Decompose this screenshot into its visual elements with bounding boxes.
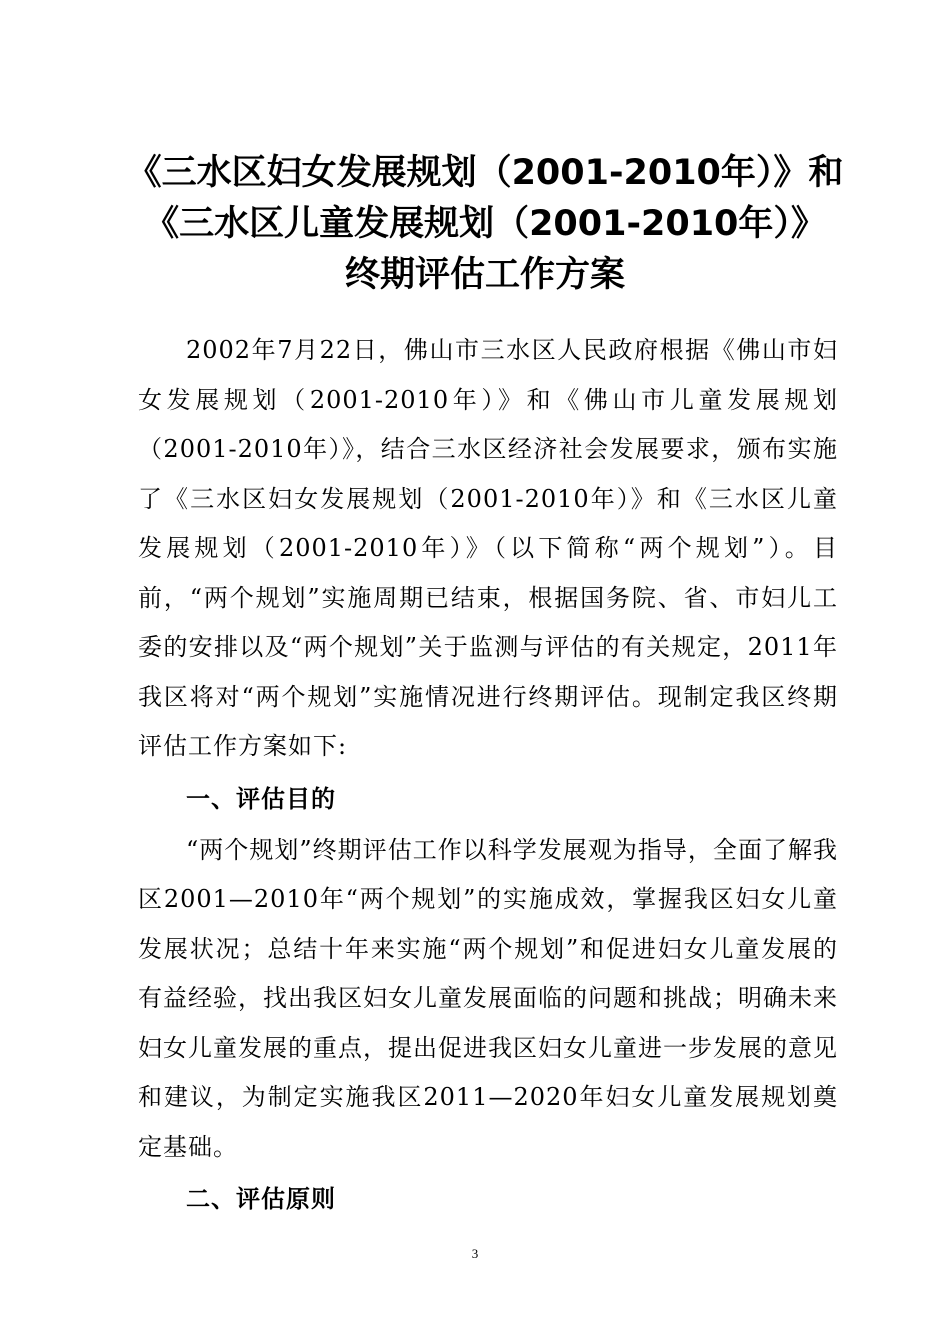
section-heading-purpose: 一、评估目的 (186, 784, 336, 813)
section-heading-principles: 二、评估原则 (186, 1185, 336, 1213)
document-body (138, 326, 838, 1226)
page-number: 3 (471, 1246, 479, 1261)
document-title (120, 148, 850, 301)
title-line-2: 《三水区儿童发展规划（2001-2010年）》 (144, 204, 826, 244)
purpose-paragraph: “两个规划”终期评估工作以科学发展观为指导，全面了解我区2001—2010年“两个规划”的实施成效，掌握我区妇女儿童发展状况；总结十年来实施“两个规划”和促进妇女儿童发展的有益经验，找出我区妇女儿童发展面临的问题和挑战；明确未来妇女儿童发展的重点，提出促进我区妇女儿童进一步发展的意见和建议，为制定实施我区2011—2020年妇女儿童发展规划奠定基础。 (138, 835, 838, 1161)
title-line-1: 《三水区妇女发展规划（2001-2010年）》和 (126, 153, 844, 193)
title-line-3: 终期评估工作方案 (344, 255, 625, 295)
intro-paragraph: 2002年7月22日，佛山市三水区人民政府根据《佛山市妇女发展规划（2001-2010年）》和《佛山市儿童发展规划（2001-2010年）》，结合三水区经济社会发展要求，颁布实施了《三水区妇女发展规划（2001-2010年）》和《三水区儿童发展规划（2001-2010年）》（以下简称“两个规划”）。目前，“两个规划”实施周期已结束，根据国务院、省、市妇儿工委的安排以及“两个规划”关于监测与评估的有关规定，2011年我区将对“两个规划”实施情况进行终期评估。现制定我区终期评估工作方案如下: (138, 336, 838, 760)
